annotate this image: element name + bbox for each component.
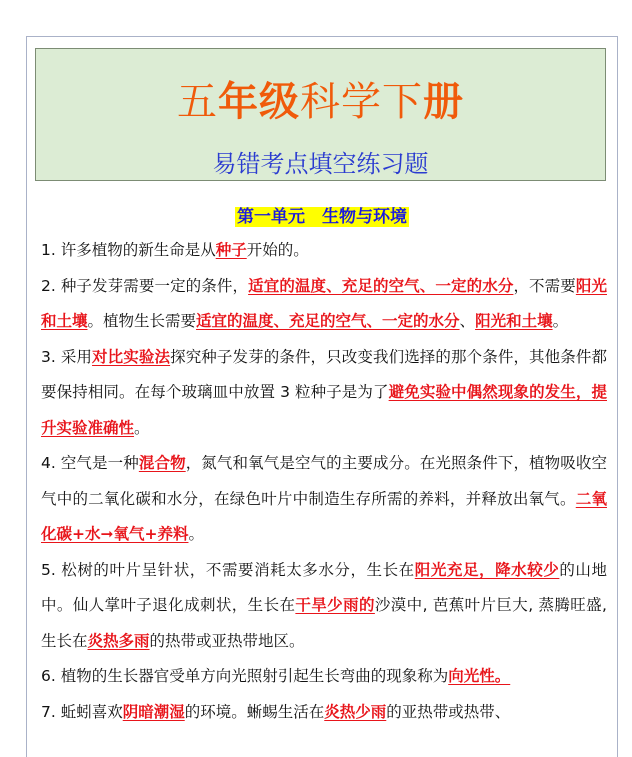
question-text: ，氮气和氧气是空气的主要成分。在光照条件下，植物吸收空气中的二氧化碳和水分，在绿色叶片中制造生存所需的养料，并释放出氧气。	[41, 454, 607, 508]
question-text: 沙漠中, 芭蕉叶片巨大, 蒸腾旺盛, 生长在	[41, 596, 607, 650]
question-text: 2. 种子发芽需要一定的条件，	[41, 276, 249, 295]
answer-text: 干旱少雨的	[295, 596, 375, 614]
page-subtitle: 易错考点填空练习题	[212, 150, 429, 178]
title-part: 册	[423, 79, 464, 125]
question-text: 开始的。	[246, 241, 309, 259]
question-text: 3. 采用	[41, 347, 93, 366]
title-box	[35, 48, 606, 181]
question-item	[41, 269, 607, 340]
question-text: 。	[134, 418, 150, 437]
answer-text: 阳光充足，降水较少	[414, 560, 560, 579]
question-item	[41, 659, 607, 695]
question-text: 探究种子发芽的条件，只改变我们选择的那个条件，其他条件都要保持相同。在每个玻璃皿中放置 3 粒种子是为了	[41, 347, 607, 401]
unit-heading	[27, 205, 617, 229]
answer-text: 混合物	[138, 454, 186, 472]
question-text: 6. 植物的生长器官受单方向光照射引起生长弯曲的现象称为	[41, 667, 449, 685]
question-text: ，不需要	[513, 276, 576, 295]
title-part: 五	[177, 79, 218, 125]
answer-text: 阳光和土壤	[41, 276, 607, 330]
answer-text: 种子	[215, 241, 247, 259]
answer-text: 避免实验中偶然现象的发生，提升实验准确性	[41, 383, 607, 437]
question-item	[41, 340, 607, 447]
question-text: 。植物生长需要	[87, 312, 197, 330]
question-text: 的山地中。仙人掌叶子退化成刺状，生长在	[41, 560, 607, 614]
answer-text: 阴暗潮湿	[122, 702, 185, 721]
question-text: 1. 许多植物的新生命是从	[41, 241, 216, 259]
document-page	[26, 36, 618, 757]
unit-heading-text: 第一单元 生物与环境	[237, 207, 407, 227]
question-item	[41, 553, 607, 660]
answer-text: 适宜的温度、充足的空气、一定的水分	[248, 276, 514, 295]
question-text: 的环境。蜥蜴生活在	[184, 702, 325, 721]
question-list	[41, 233, 607, 730]
question-text: 5. 松树的叶片呈针状，不需要消耗太多水分，生长在	[41, 560, 415, 579]
answer-text: 向光性。	[448, 667, 511, 685]
question-item	[41, 446, 607, 553]
answer-text: 炎热少雨	[324, 702, 387, 721]
question-text: 。	[188, 525, 204, 543]
answer-text: 炎热多雨	[87, 631, 150, 650]
answer-text: 对比实验法	[92, 347, 171, 366]
question-text: 的热带或亚热带地区。	[149, 631, 305, 650]
answer-text: 阳光和土壤	[475, 312, 553, 330]
question-item	[41, 233, 607, 269]
answer-text: 适宜的温度、充足的空气、一定的水分	[196, 312, 460, 330]
question-text: 的亚热带或热带、	[386, 702, 511, 721]
question-text: 。	[552, 312, 569, 330]
answer-text: 二氧化碳+水➞氧气+养料	[41, 489, 607, 543]
title-part: 科学下	[300, 79, 423, 125]
title-part: 年级	[218, 79, 300, 125]
question-text: 7. 蚯蚓喜欢	[41, 702, 123, 721]
question-item	[41, 695, 607, 731]
question-text: 4. 空气是一种	[41, 454, 139, 472]
page-title	[36, 79, 605, 125]
question-text: 、	[459, 312, 476, 330]
